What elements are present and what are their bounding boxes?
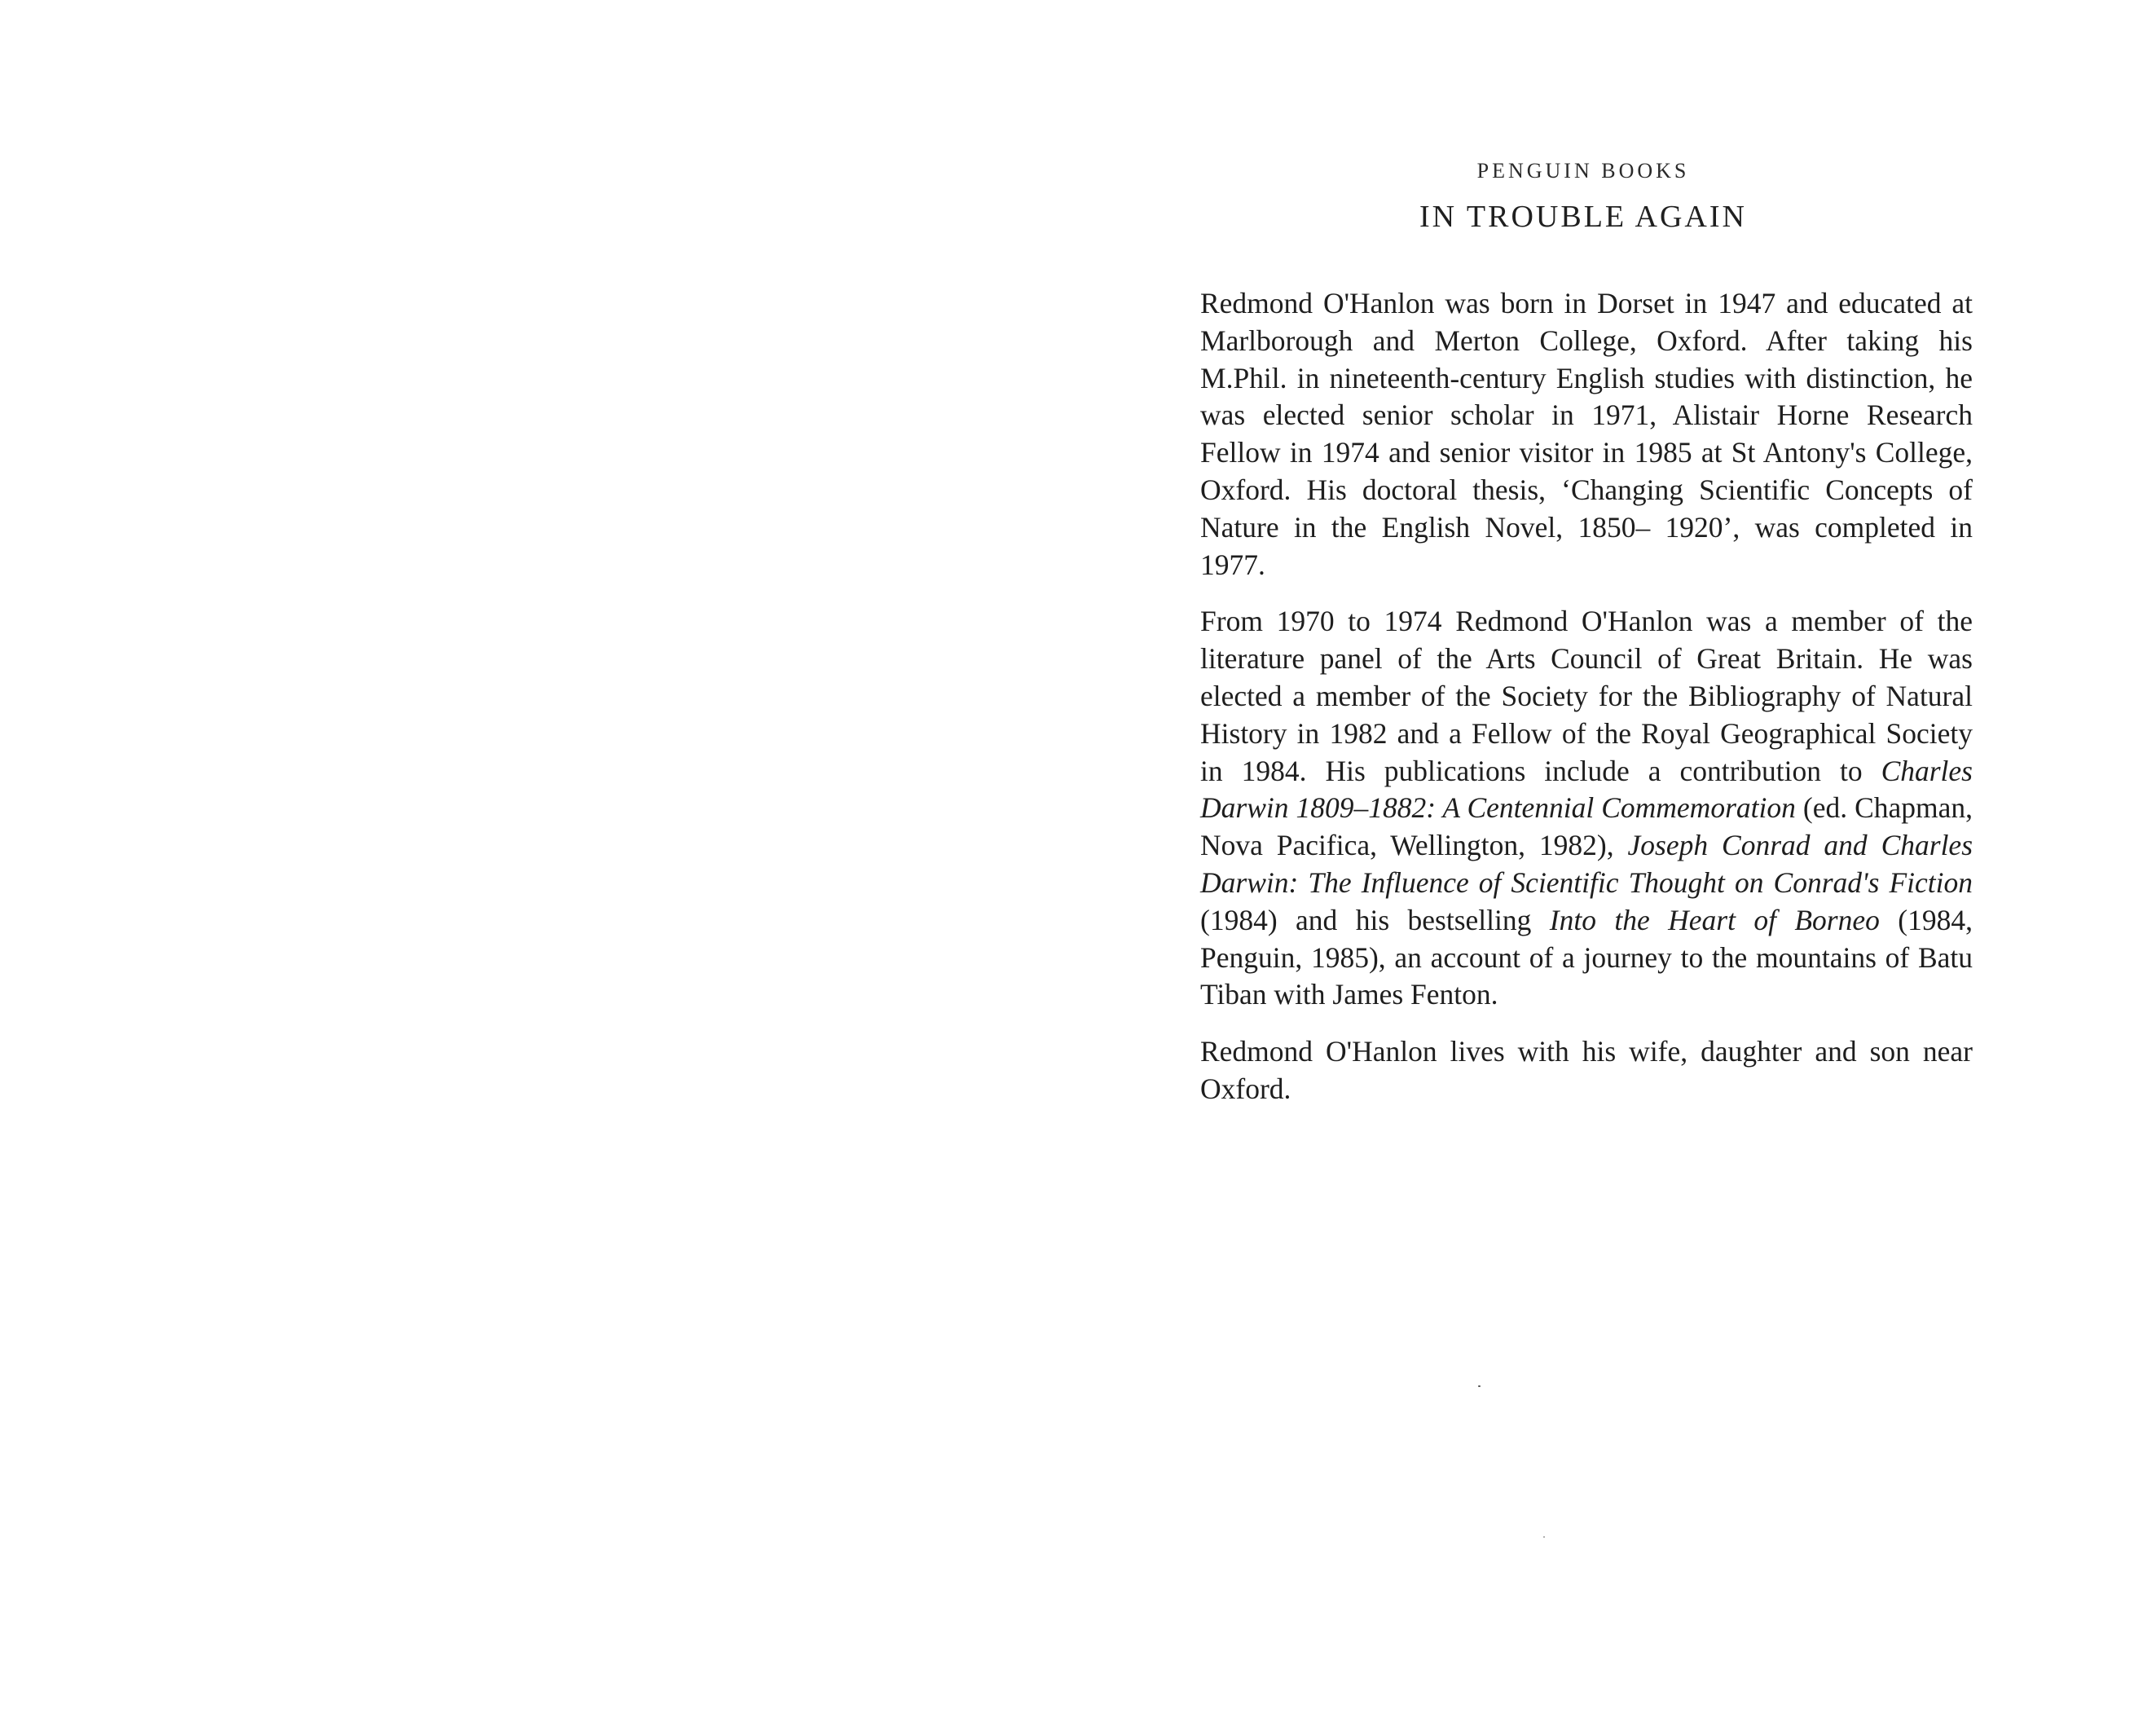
book-title-italic: Charles Darwin 1809–1882: A Centennial Commemoration [1200, 754, 1973, 825]
book-title: IN TROUBLE AGAIN [1419, 200, 1747, 234]
bio-text-segment: From 1970 to 1974 Redmond O'Hanlon was a member of the literature panel of the Arts Council of Great Britain. He was elected a member of the Society for the Bibliography of Natural History in 1982 and a Fellow of the Royal Geographical Society in 1984. His publications include a contribution to [1200, 605, 1973, 787]
scan-speck [1478, 1385, 1481, 1387]
book-title-italic: Joseph Conrad and Charles Darwin: The Influence of Scientific Thought on Conrad's Fiction [1200, 829, 1973, 899]
bio-paragraph-2 [1200, 603, 1973, 1014]
bio-text-segment: (ed. Chapman, Nova Pacifica, Wellington, 1982), [1200, 791, 1973, 862]
bio-paragraph-3: Redmond O'Hanlon lives with his wife, daughter and son near Oxford. [1200, 1035, 1973, 1105]
book-title-italic: Into the Heart of Borneo [1549, 903, 1880, 936]
scan-speck [1543, 1536, 1545, 1538]
right-page [1078, 0, 2156, 1713]
publisher-name: PENGUIN BOOKS [1476, 159, 1690, 183]
bio-paragraph-1: Redmond O'Hanlon was born in Dorset in 1947 and educated at Marlborough and Merton College, Oxford. After taking his M.Phil. in nineteenth-century English studies with distinction, he was elected senior scholar in 1971, Alistair Horne Research Fellow in 1974 and senior visitor in 1985 at St Antony's College, Oxford. His doctoral thesis, ‘Changing Scientific Concepts of Nature in the English Novel, 1850– 1920’, was completed in 1977. [1200, 287, 1973, 581]
bio-text-segment: (1984, Penguin, 1985), an account of a journey to the mountains of Batu Tiban with James Fenton. [1200, 903, 1973, 1011]
bio-text-segment: (1984) and his bestselling [1200, 903, 1550, 936]
author-biography [1200, 285, 1973, 1128]
